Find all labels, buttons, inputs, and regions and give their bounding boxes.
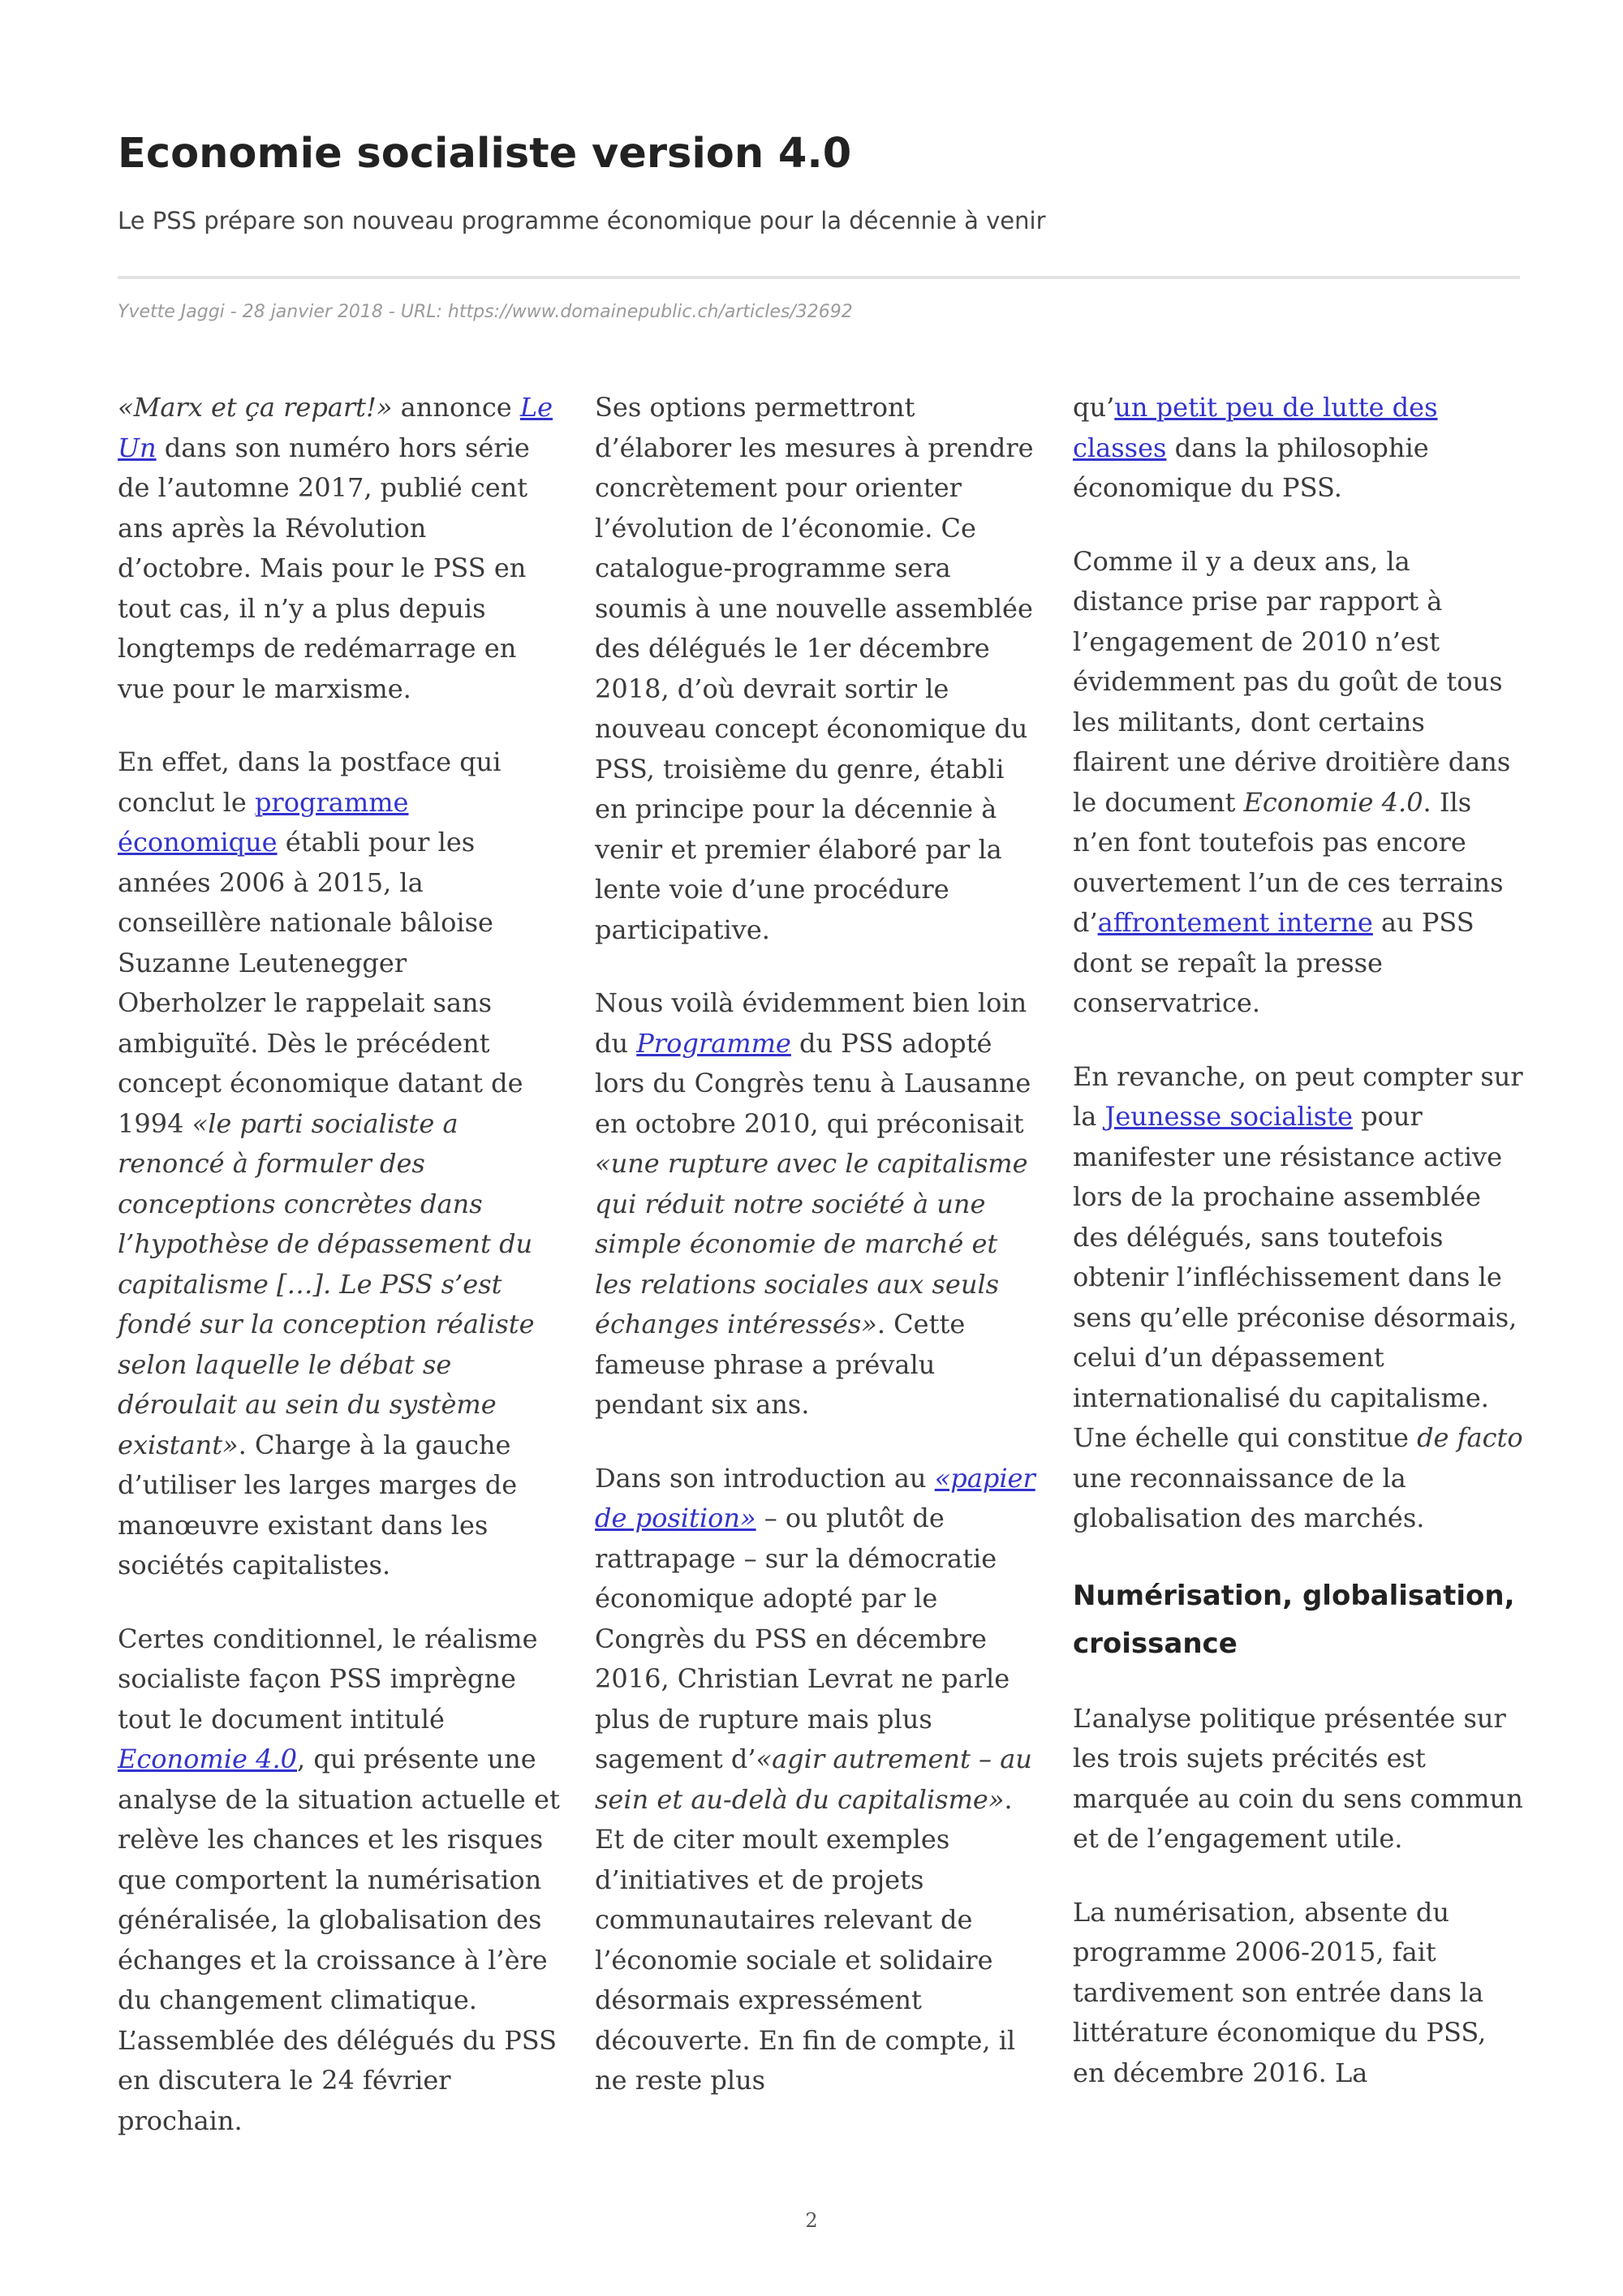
quote: «Marx et ça repart!» bbox=[118, 392, 393, 423]
quote: «une rupture avec le capitalisme qui réduit notre société à une simple économie de marché et les relations sociales aux seuls échanges intéressés» bbox=[595, 1148, 1028, 1339]
link-le-un[interactable]: Le Un bbox=[118, 392, 553, 463]
page-number: 2 bbox=[805, 2209, 818, 2232]
page-title: Economie socialiste version 4.0 bbox=[118, 130, 852, 178]
paragraph: Dans son introduction au «papier de position» – ou plutôt de rattrapage – sur la démocratie économique adopté par le Congrès du PSS en décembre 2016, Christian Levrat ne parle plus de rupture mais plus sagement d’«agir autrement – au sein et au-delà du capitalisme». Et de citer moult exemples d’initiatives et de projets communautaires relevant de l’économie sociale et solidaire désormais expressément découverte. En fin de compte, il ne reste plus bbox=[595, 1462, 1035, 2096]
link-papier-de-position[interactable]: «papier de position» bbox=[595, 1462, 1035, 1533]
paragraph: En effet, dans la postface qui conclut le programme économique établi pour les années 2006 à 2015, la conseillère nationale bâloise Suzanne Leutenegger Oberholzer le rappelait sans ambiguïté. Dès le précédent concept économique datant de 1994 «le parti socialiste a renoncé à formuler des conceptions concrètes dans l’hypothèse de dépassement du capitalisme […]. Le PSS s’est fondé sur la conception réaliste selon laquelle le débat se déroulait au sein du système existant». Charge à la gauche d’utiliser les larges marges de manœuvre existant dans les sociétés capitalistes. bbox=[118, 746, 535, 1580]
paragraph: En revanche, on peut compter sur la Jeunesse socialiste pour manifester une résistance active lors de la prochaine assemblée des délégués, sans toutefois obtenir l’infléchissement dans le sens qu’elle préconise désormais, celui d’un dépassement internationalisé du capitalisme. Une échelle qui constitue de facto une reconnaissance de la globalisation des marchés. bbox=[1073, 1060, 1523, 1533]
link-lutte-des-classes[interactable]: un petit peu de lutte des classes bbox=[1073, 392, 1438, 463]
article-byline: Yvette Jaggi - 28 janvier 2018 - URL: https://www.domainepublic.ch/articles/32692 bbox=[118, 302, 853, 322]
header-divider bbox=[118, 276, 1520, 279]
paragraph: Comme il y a deux ans, la distance prise par rapport à l’engagement de 2010 n’est évidemment pas du goût de tous les militants, dont certains flairent une dérive droitière dans le document Economie 4.0. Ils n’en font toutefois pas encore ouvertement l’un de ces terrains d’affrontement interne au PSS dont se repaît la presse conservatrice. bbox=[1073, 545, 1511, 1018]
link-affrontement-interne[interactable]: affrontement interne bbox=[1097, 907, 1373, 938]
quote: «agir autrement – au sein et au-delà du capitalisme» bbox=[595, 1743, 1032, 1815]
paragraph: Ses options permettront d’élaborer les mesures à prendre concrètement pour orienter l’évolution de l’économie. Ce catalogue-programme sera soumis à une nouvelle assemblée des délégués le 1er décembre 2018, d’où devrait sortir le nouveau concept économique du PSS, troisième du genre, établi en principe pour la décennie à venir et premier élaboré par la lente voie d’une procédure participative. bbox=[595, 392, 1034, 945]
text-column-1 bbox=[118, 388, 560, 2174]
paragraph: «Marx et ça repart!» annonce Le Un dans son numéro hors série de l’automne 2017, publié cent ans après la Révolution d’octobre. Mais pour le PSS en tout cas, il n’y a plus depuis longtemps de redémarrage en vue pour le marxisme. bbox=[118, 392, 553, 704]
link-programme[interactable]: Programme bbox=[636, 1027, 791, 1059]
paragraph: Certes conditionnel, le réalisme socialiste façon PSS imprègne tout le document intitulé Economie 4.0, qui présente une analyse de la situation actuelle et relève les chances et les risques que comportent la numérisation généralisée, la globalisation des échanges et la croissance à l’ère du changement climatique. L’assemblée des délégués du PSS en discutera le 24 février prochain. bbox=[118, 1623, 560, 2136]
paragraph: Nous voilà évidemment bien loin du Programme du PSS adopté lors du Congrès tenu à Lausanne en octobre 2010, qui préconisait «une rupture avec le capitalisme qui réduit notre société à une simple économie de marché et les relations sociales aux seuls échanges intéressés». Cette fameuse phrase a prévalu pendant six ans. bbox=[595, 987, 1031, 1420]
link-economie-4-0[interactable]: Economie 4.0 bbox=[118, 1743, 297, 1774]
text-column-3 bbox=[1073, 388, 1523, 2126]
link-programme-economique[interactable]: programme économique bbox=[118, 786, 409, 858]
quote: «le parti socialiste a renoncé à formuler des conceptions concrètes dans l’hypothèse de dépassement du capitalisme […]. Le PSS s’est fondé sur la conception réaliste selon laquelle le débat se déroulait au sein du système existant» bbox=[118, 1107, 535, 1460]
section-heading: Numérisation, globalisation, croissance bbox=[1073, 1579, 1515, 1660]
text-column-2 bbox=[595, 388, 1040, 2135]
link-jeunesse-socialiste[interactable]: Jeunesse socialiste bbox=[1104, 1101, 1353, 1132]
paragraph: qu’un petit peu de lutte des classes dans la philosophie économique du PSS. bbox=[1073, 392, 1438, 503]
article-subtitle: Le PSS prépare son nouveau programme économique pour la décennie à venir bbox=[118, 207, 1046, 234]
paragraph: La numérisation, absente du programme 2006-2015, fait tardivement son entrée dans la littérature économique du PSS, en décembre 2016. La bbox=[1073, 1896, 1487, 2088]
paragraph: L’analyse politique présentée sur les trois sujets précités est marquée au coin du sens commun et de l’engagement utile. bbox=[1073, 1702, 1523, 1854]
